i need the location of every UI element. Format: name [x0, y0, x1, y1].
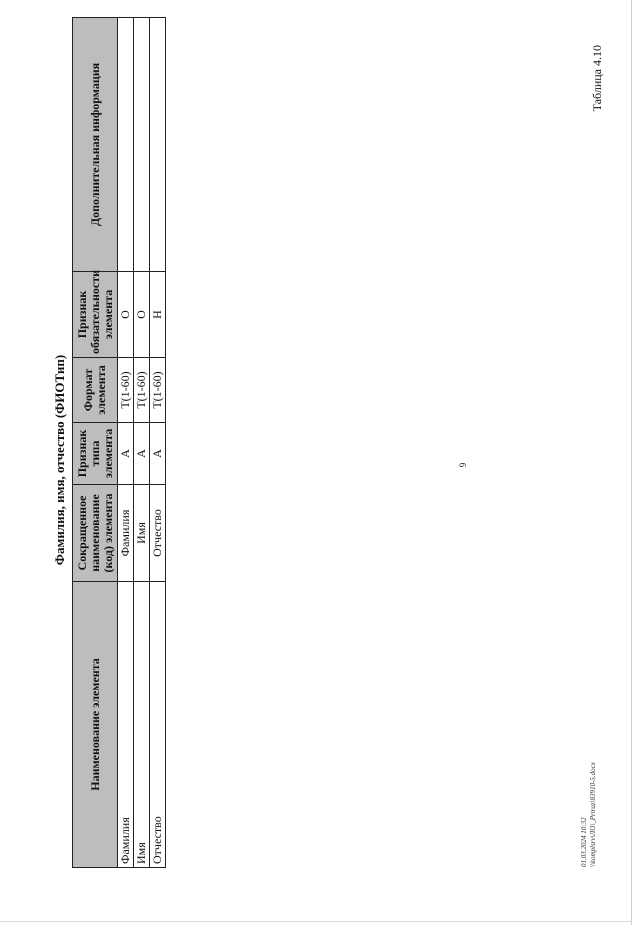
table-title: Фамилия, имя, отчество (ФИОТип): [52, 354, 67, 566]
footer-timestamp: 01.03.2024 10:32: [580, 817, 588, 867]
header-element-type: Признак типа элемента: [73, 423, 118, 485]
cell-element-name: Имя: [134, 582, 150, 868]
cell-additional-info: [150, 18, 166, 272]
cell-element-format: T(1-60): [134, 358, 150, 423]
header-additional-info: Дополнительная информация: [73, 18, 118, 272]
cell-element-code: Имя: [134, 485, 150, 582]
cell-element-name: Отчество: [150, 582, 166, 868]
cell-additional-info: [134, 18, 150, 272]
document-footer: [580, 667, 598, 867]
table-row: [118, 18, 134, 868]
table-caption: Таблица 4.10: [590, 45, 604, 112]
cell-element-format: T(1-60): [150, 358, 166, 423]
cell-element-type: А: [134, 423, 150, 485]
cell-element-required: О: [118, 272, 134, 358]
table-row: [150, 18, 166, 868]
cell-element-type: А: [118, 423, 134, 485]
table-header-row: [73, 18, 118, 868]
footer-file-path: \\komplsrv\ЛО\_Priraz\83910-5.docx: [589, 762, 597, 867]
cell-element-name: Фамилия: [118, 582, 134, 868]
cell-element-required: Н: [150, 272, 166, 358]
cell-element-code: Отчество: [150, 485, 166, 582]
header-element-name: Наименование элемента: [73, 582, 118, 868]
cell-element-required: О: [134, 272, 150, 358]
cell-additional-info: [118, 18, 134, 272]
cell-element-type: А: [150, 423, 166, 485]
header-element-code: Сокращенное наименование (код) элемента: [73, 485, 118, 582]
cell-element-code: Фамилия: [118, 485, 134, 582]
cell-element-format: T(1-60): [118, 358, 134, 423]
page-number: 9: [458, 462, 468, 468]
header-element-required: Признак обязательности элемента: [73, 272, 118, 358]
header-element-format: Формат элемента: [73, 358, 118, 423]
table-row: [134, 18, 150, 868]
element-table: [72, 17, 166, 868]
